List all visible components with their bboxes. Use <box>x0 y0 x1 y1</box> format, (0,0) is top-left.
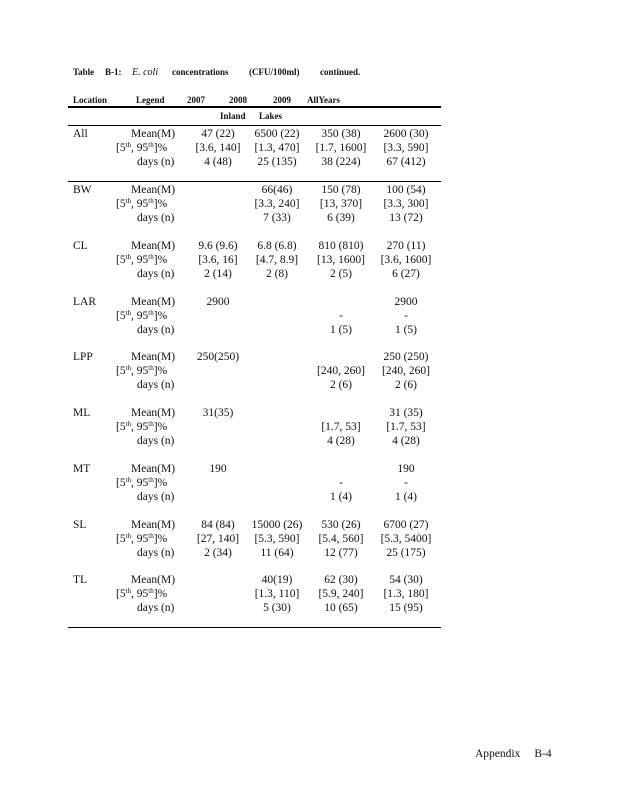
table-row-group <box>0 350 618 392</box>
value-cell: [1.3, 110] <box>254 588 300 600</box>
caption-table-label: Table <box>73 67 95 77</box>
value-cell: 1 (4) <box>329 491 353 503</box>
legend-percentile-label <box>116 309 167 323</box>
legend-percentile-part: , 95 <box>131 365 149 377</box>
value-cell: - <box>339 477 343 489</box>
legend-percentile-part: th <box>148 532 154 540</box>
table-row-group <box>0 127 618 169</box>
value-cell: 1 (5) <box>394 324 418 336</box>
legend-days-label: days (n) <box>137 547 175 559</box>
value-cell: 47 (22) <box>201 128 235 140</box>
value-cell: 2 (14) <box>204 268 232 280</box>
value-cell: [1.7, 1600] <box>315 142 367 154</box>
header-rule <box>68 106 441 108</box>
value-cell: 6.8 (6.8) <box>257 240 297 252</box>
value-cell: 4 (28) <box>392 435 420 447</box>
legend-percentile-part: [5 <box>116 365 126 377</box>
legend-percentile-part: , 95 <box>131 477 149 489</box>
value-cell: 67 (412) <box>386 156 426 168</box>
header-2009: 2009 <box>273 95 291 105</box>
value-cell: 66(46) <box>261 184 293 196</box>
legend-percentile-part: ]% <box>153 142 168 154</box>
value-cell: [3.6, 140] <box>195 142 241 154</box>
legend-percentile-part: ]% <box>153 365 168 377</box>
legend-percentile-part: [5 <box>116 310 126 322</box>
value-cell: [27, 140] <box>196 533 240 545</box>
value-cell: 350 (38) <box>321 128 361 140</box>
value-cell: 2 (6) <box>394 379 418 391</box>
legend-percentile-part: ]% <box>153 533 168 545</box>
value-cell: 5 (30) <box>263 602 291 614</box>
header-2008: 2008 <box>229 95 247 105</box>
value-cell: 4 (28) <box>327 435 355 447</box>
legend-mean-label: Mean(M) <box>131 574 176 586</box>
legend-mean-label: Mean(M) <box>131 128 176 140</box>
value-cell: 2900 <box>206 296 230 308</box>
value-cell: 1 (5) <box>329 324 353 336</box>
legend-days-label: days (n) <box>137 379 175 391</box>
value-cell: [3.6, 16] <box>198 254 238 266</box>
header-legend: Legend <box>136 95 165 105</box>
value-cell: [3.3, 590] <box>383 142 429 154</box>
legend-percentile-part: th <box>125 420 132 428</box>
value-cell: [13, 370] <box>319 198 363 210</box>
legend-percentile-part: , 95 <box>131 588 149 600</box>
value-cell: 62 (30) <box>324 574 358 586</box>
legend-percentile-part: th <box>148 309 154 317</box>
value-cell: 25 (135) <box>257 156 297 168</box>
value-cell: [5.3, 5400] <box>380 533 432 545</box>
legend-percentile-label <box>116 587 167 601</box>
table-row-group <box>0 462 618 504</box>
location-cell: ML <box>73 407 91 419</box>
value-cell: 810 (810) <box>318 240 364 252</box>
value-cell: 6 (27) <box>392 268 420 280</box>
legend-days-label: days (n) <box>137 212 175 224</box>
value-cell: 4 (48) <box>204 156 232 168</box>
legend-percentile-label <box>116 420 167 434</box>
value-cell: 150 (78) <box>321 184 361 196</box>
value-cell: 84 (84) <box>201 519 235 531</box>
legend-percentile-part: , 95 <box>131 198 149 210</box>
location-cell: All <box>73 128 88 140</box>
value-cell: 9.6 (9.6) <box>198 240 238 252</box>
location-cell: TL <box>73 574 88 586</box>
legend-percentile-part: th <box>148 420 154 428</box>
value-cell: 13 (72) <box>389 212 423 224</box>
legend-percentile-part: th <box>125 364 132 372</box>
legend-percentile-part: [5 <box>116 198 126 210</box>
value-cell: 1 (4) <box>394 491 418 503</box>
table-bottom-rule <box>68 627 441 628</box>
subheader-rule <box>68 125 441 126</box>
value-cell: 250(250) <box>196 351 240 363</box>
value-cell: [240, 260] <box>317 365 365 377</box>
value-cell: 530 (26) <box>321 519 361 531</box>
legend-percentile-part: ]% <box>153 477 168 489</box>
table-row-group <box>0 183 618 225</box>
location-cell: CL <box>73 240 88 252</box>
location-cell: LPP <box>73 351 93 363</box>
value-cell: 2 (6) <box>329 379 353 391</box>
value-cell: 2600 (30) <box>383 128 429 140</box>
value-cell: 7 (33) <box>263 212 291 224</box>
caption-continued: continued. <box>320 67 361 77</box>
value-cell: 10 (65) <box>324 602 358 614</box>
legend-mean-label: Mean(M) <box>131 519 176 531</box>
legend-percentile-part: ]% <box>153 254 168 266</box>
value-cell: 100 (54) <box>386 184 426 196</box>
value-cell: [1.3, 180] <box>383 588 429 600</box>
value-cell: [3.3, 300] <box>383 198 429 210</box>
value-cell: 15 (95) <box>389 602 423 614</box>
legend-mean-label: Mean(M) <box>131 184 176 196</box>
legend-percentile-part: [5 <box>116 254 126 266</box>
legend-percentile-part: [5 <box>116 142 126 154</box>
legend-percentile-part: ]% <box>153 588 168 600</box>
legend-percentile-part: [5 <box>116 588 126 600</box>
value-cell: 6500 (22) <box>254 128 300 140</box>
legend-percentile-label <box>116 197 167 211</box>
legend-days-label: days (n) <box>137 268 175 280</box>
subheader-inland: Inland <box>220 111 246 121</box>
value-cell: 25 (175) <box>386 547 426 559</box>
location-cell: MT <box>73 463 91 475</box>
legend-mean-label: Mean(M) <box>131 240 176 252</box>
legend-percentile-label <box>116 476 167 490</box>
table-row-group <box>0 518 618 560</box>
legend-days-label: days (n) <box>137 435 175 447</box>
table-row-group <box>0 295 618 337</box>
legend-percentile-part: , 95 <box>131 310 149 322</box>
legend-percentile-part: , 95 <box>131 254 149 266</box>
legend-percentile-part: th <box>148 364 154 372</box>
legend-percentile-part: th <box>148 197 154 205</box>
header-location: Location <box>73 95 108 105</box>
legend-percentile-part: [5 <box>116 533 126 545</box>
value-cell: [3.3, 240] <box>254 198 300 210</box>
footer-page-number: B-4 <box>534 748 552 760</box>
legend-percentile-part: th <box>125 141 132 149</box>
legend-percentile-label <box>116 532 167 546</box>
value-cell: 31(35) <box>202 407 234 419</box>
legend-percentile-part: th <box>148 253 154 261</box>
table-row-group <box>0 406 618 448</box>
value-cell: [13, 1600] <box>317 254 365 266</box>
legend-percentile-part: th <box>148 141 154 149</box>
legend-mean-label: Mean(M) <box>131 296 176 308</box>
value-cell: 15000 (26) <box>251 519 303 531</box>
value-cell: 40(19) <box>261 574 293 586</box>
value-cell: [4.7, 8.9] <box>255 254 299 266</box>
legend-days-label: days (n) <box>137 156 175 168</box>
legend-mean-label: Mean(M) <box>131 463 176 475</box>
legend-mean-label: Mean(M) <box>131 407 176 419</box>
legend-percentile-label <box>116 253 167 267</box>
value-cell: 190 <box>397 463 415 475</box>
legend-percentile-label <box>116 364 167 378</box>
legend-percentile-part: ]% <box>153 421 168 433</box>
location-cell: LAR <box>73 296 96 308</box>
value-cell: [1.7, 53] <box>386 421 426 433</box>
value-cell: - <box>404 310 408 322</box>
value-cell: 54 (30) <box>389 574 423 586</box>
value-cell: [1.7, 53] <box>321 421 361 433</box>
value-cell: - <box>339 310 343 322</box>
legend-percentile-part: , 95 <box>131 533 149 545</box>
legend-percentile-part: th <box>125 476 132 484</box>
legend-days-label: days (n) <box>137 491 175 503</box>
value-cell: [5.4, 560] <box>318 533 364 545</box>
caption-organism: E. coli <box>132 67 159 78</box>
value-cell: 2 (5) <box>329 268 353 280</box>
footer-appendix: Appendix <box>475 748 521 760</box>
legend-percentile-part: th <box>125 309 132 317</box>
legend-percentile-part: th <box>125 532 132 540</box>
group-divider <box>68 181 441 182</box>
value-cell: [240, 260] <box>382 365 430 377</box>
location-cell: SL <box>73 519 87 531</box>
legend-mean-label: Mean(M) <box>131 351 176 363</box>
legend-percentile-part: th <box>125 587 132 595</box>
value-cell: 11 (64) <box>260 547 294 559</box>
value-cell: [5.9, 240] <box>318 588 364 600</box>
caption-units: (CFU/100ml) <box>249 67 300 77</box>
value-cell: 6 (39) <box>327 212 355 224</box>
legend-percentile-part: th <box>125 197 132 205</box>
legend-percentile-part: ]% <box>153 198 168 210</box>
value-cell: 270 (11) <box>386 240 426 252</box>
value-cell: [5.3, 590] <box>254 533 300 545</box>
legend-percentile-part: th <box>148 587 154 595</box>
legend-percentile-part: , 95 <box>131 142 149 154</box>
subheader-lakes: Lakes <box>259 111 283 121</box>
value-cell: - <box>404 477 408 489</box>
page-footer <box>475 748 566 760</box>
legend-days-label: days (n) <box>137 324 175 336</box>
caption-concentrations: concentrations <box>172 67 229 77</box>
value-cell: 12 (77) <box>324 547 358 559</box>
legend-percentile-part: , 95 <box>131 421 149 433</box>
value-cell: [1.3, 470] <box>254 142 300 154</box>
value-cell: 2 (8) <box>265 268 289 280</box>
legend-percentile-part: ]% <box>153 310 168 322</box>
header-2007: 2007 <box>187 95 205 105</box>
header-all-years: AllYears <box>307 95 340 105</box>
table-row-group <box>0 573 618 615</box>
location-cell: BW <box>73 184 92 196</box>
legend-percentile-part: [5 <box>116 421 126 433</box>
legend-percentile-part: [5 <box>116 477 126 489</box>
legend-days-label: days (n) <box>137 602 175 614</box>
table-row-group <box>0 239 618 281</box>
value-cell: [3.6, 1600] <box>380 254 432 266</box>
value-cell: 38 (224) <box>321 156 361 168</box>
value-cell: 2 (34) <box>204 547 232 559</box>
legend-percentile-part: th <box>148 476 154 484</box>
value-cell: 250 (250) <box>383 351 429 363</box>
value-cell: 6700 (27) <box>383 519 429 531</box>
value-cell: 190 <box>209 463 227 475</box>
legend-percentile-part: th <box>125 253 132 261</box>
value-cell: 31 (35) <box>389 407 423 419</box>
caption-table-number: B-1: <box>105 67 122 77</box>
value-cell: 2900 <box>394 296 418 308</box>
legend-percentile-label <box>116 141 167 155</box>
